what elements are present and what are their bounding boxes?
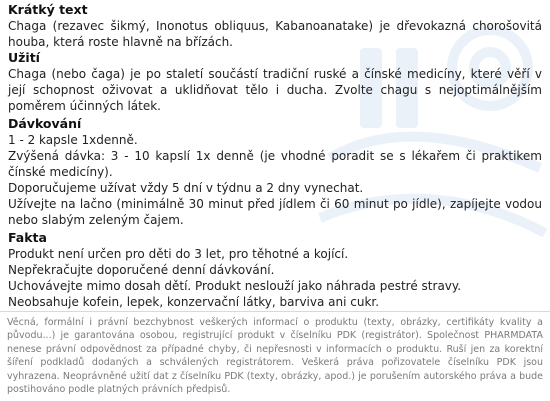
davkovani-line-1: 1 - 2 kapsle 1xdenně. bbox=[8, 133, 138, 147]
davkovani-line-3: Doporučujeme užívat vždy 5 dní v týdnu a 2 dny vynechat. bbox=[8, 181, 364, 195]
heading-kratky-text: Krátký text bbox=[8, 2, 88, 17]
davkovani-line-4: Užívejte na lačno (minimálně 30 minut před jídlem či 60 minut po jídle), zapíjejte vodou nebo slabým zeleným čajem. bbox=[8, 197, 542, 227]
heading-davkovani: Dávkování bbox=[8, 116, 82, 131]
product-info bbox=[8, 2, 542, 310]
fakta-line-2: Nepřekračujte doporučené denní dávkování. bbox=[8, 263, 275, 277]
divider bbox=[0, 311, 550, 312]
kratky-text-paragraph: Chaga (rezavec šikmý, Inonotus obliquus, Kabanoanatake) je dřevokazná chorošovitá houba, která roste hlavně na břízách. bbox=[8, 19, 542, 49]
fakta-line-1: Produkt není určen pro děti do 3 let, pro těhotné a kojící. bbox=[8, 247, 349, 261]
uziti-paragraph: Chaga (nebo čaga) je po staletí součástí tradiční ruské a čínské medicíny, které věří v její schopnost oživovat a uklidňovat tělo i ducha. Zvolte chagu s nejoptimálnějším poměrem účinných látek. bbox=[8, 67, 542, 113]
heading-fakta: Fakta bbox=[8, 230, 47, 245]
heading-uziti: Užití bbox=[8, 50, 40, 65]
fakta-line-4: Neobsahuje kofein, lepek, konzervační látky, barviva ani cukr. bbox=[8, 295, 380, 309]
davkovani-line-2: Zvýšená dávka: 3 - 10 kapslí 1x denně (je vhodné poradit se s lékařem či praktikem čínské medicíny). bbox=[8, 149, 542, 179]
disclaimer-text: Věcná, formální i právní bezchybnost veškerých informací o produktu (texty, obrázky, certifikáty kvality a původu...) je garantována osobou, registrující produkt v číselníku PDK (registrátor). Společnost PHARMDATA nenese právní odpovědnost za případné chyby, či nepřesnosti v informacích o produktu. Ruší jen za korektní šíření podkladů dodaných a schválených registrátorem. Veškerá práva pořizovatele číselníku PDK jsou vyhrazena. Neoprávněné užití dat z číselníku PDK (texty, obrázky, apod.) je porušením autorského práva a bude postihováno podle platných právních předpisů. bbox=[7, 317, 543, 396]
fakta-line-3: Uchovávejte mimo dosah dětí. Produkt neslouží jako náhrada pestré stravy. bbox=[8, 279, 462, 293]
